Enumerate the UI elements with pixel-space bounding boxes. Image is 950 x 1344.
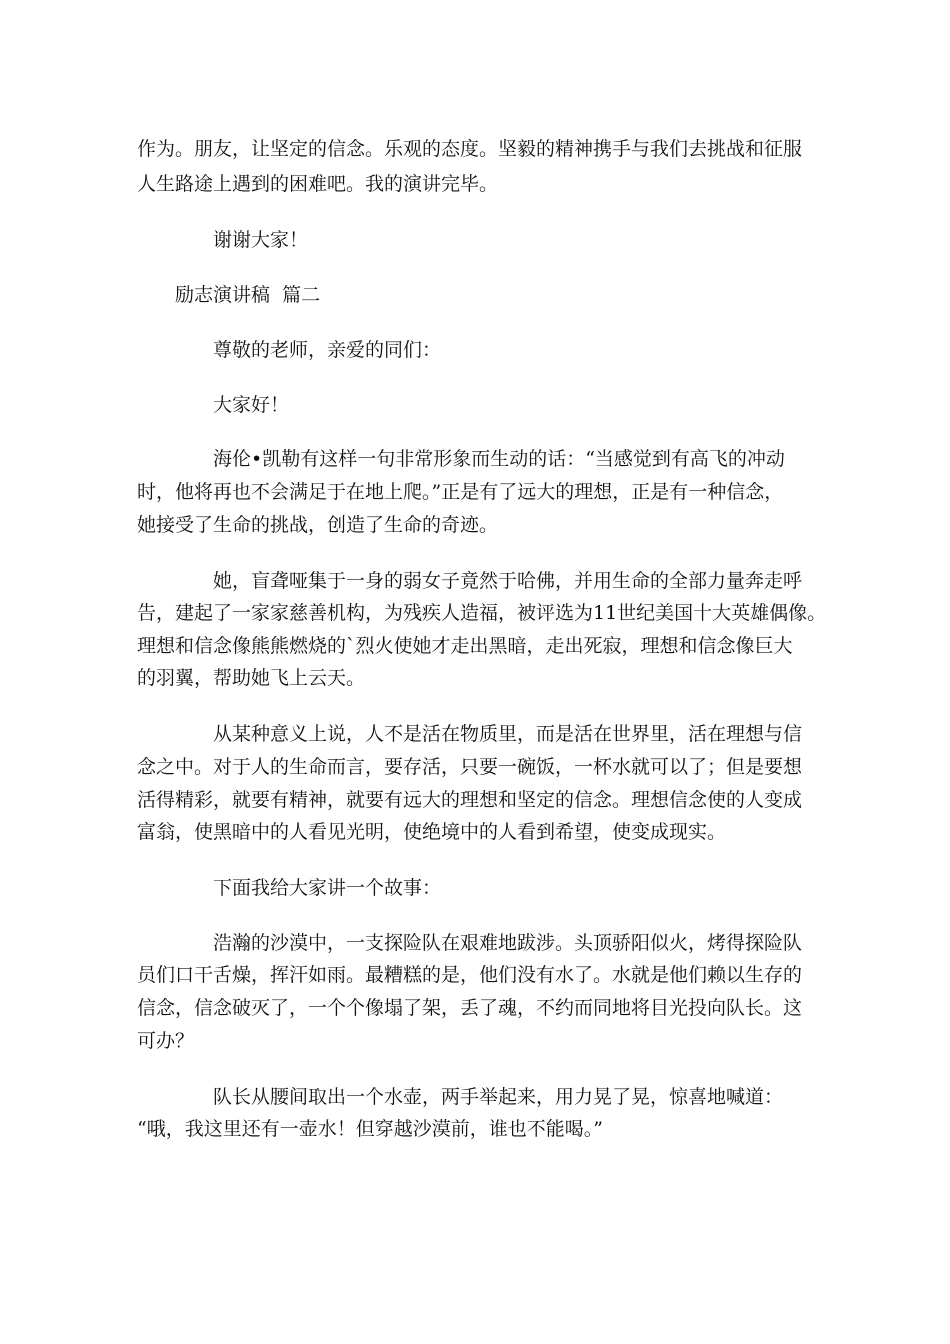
- text-line: 大家好！: [213, 394, 290, 416]
- text-line: 理想和信念像熊熊燃烧的`烈火使她才走出黑暗，走出死寂，理想和信念像巨大: [137, 635, 793, 657]
- text-line: 她接受了生命的挑战，创造了生命的奇迹。: [137, 514, 499, 536]
- text-line: 从某种意义上说，人不是活在物质里，而是活在世界里，活在理想与信: [213, 723, 803, 745]
- text-line: 浩瀚的沙漠中，一支探险队在艰难地跋涉。头顶骄阳似火，烤得探险队: [213, 932, 803, 954]
- text-line: 谢谢大家！: [213, 229, 309, 251]
- text-line: 告，建起了一家家慈善机构，为残疾人造福，被评选为11世纪美国十大英雄偶像。: [137, 602, 827, 624]
- text-line: 念之中。对于人的生命而言，要存活，只要一碗饭，一杯水就可以了；但是要想: [137, 756, 803, 778]
- text-line: 可办？: [137, 1030, 195, 1052]
- section-heading: 励志演讲稿 篇二: [175, 284, 321, 306]
- text-line: 员们口干舌燥，挥汗如雨。最糟糕的是，他们没有水了。水就是他们赖以生存的: [137, 964, 803, 986]
- text-line: 富翁，使黑暗中的人看见光明，使绝境中的人看到希望，使变成现实。: [137, 821, 727, 843]
- text-line: 下面我给大家讲一个故事：: [213, 877, 442, 899]
- text-line: 信念，信念破灭了，一个个像塌了架，丢了魂，不约而同地将目光投向队长。这: [137, 997, 803, 1019]
- text-line: 活得精彩，就要有精神，就要有远大的理想和坚定的信念。理想信念使的人变成: [137, 789, 803, 811]
- text-line: 的羽翼，帮助她飞上云天。: [137, 667, 366, 689]
- text-line: 尊敬的老师，亲爱的同们：: [213, 339, 442, 361]
- text-line: 海伦•凯勒有这样一句非常形象而生动的话：“当感觉到有高飞的冲动: [213, 448, 785, 470]
- text-line: “哦，我这里还有一壶水！但穿越沙漠前，谁也不能喝。”: [137, 1118, 603, 1140]
- text-line: 时，他将再也不会满足于在地上爬。”正是有了远大的理想，正是有一种信念，: [137, 481, 784, 503]
- text-line: 人生路途上遇到的困难吧。我的演讲完毕。: [137, 173, 499, 195]
- text-line: 作为。朋友，让坚定的信念。乐观的态度。坚毅的精神携手与我们去挑战和征服: [137, 138, 803, 160]
- text-line: 队长从腰间取出一个水壶，两手举起来，用力晃了晃，惊喜地喊道：: [213, 1086, 784, 1108]
- text-line: 她，盲聋哑集于一身的弱女子竟然于哈佛，并用生命的全部力量奔走呼: [213, 570, 803, 592]
